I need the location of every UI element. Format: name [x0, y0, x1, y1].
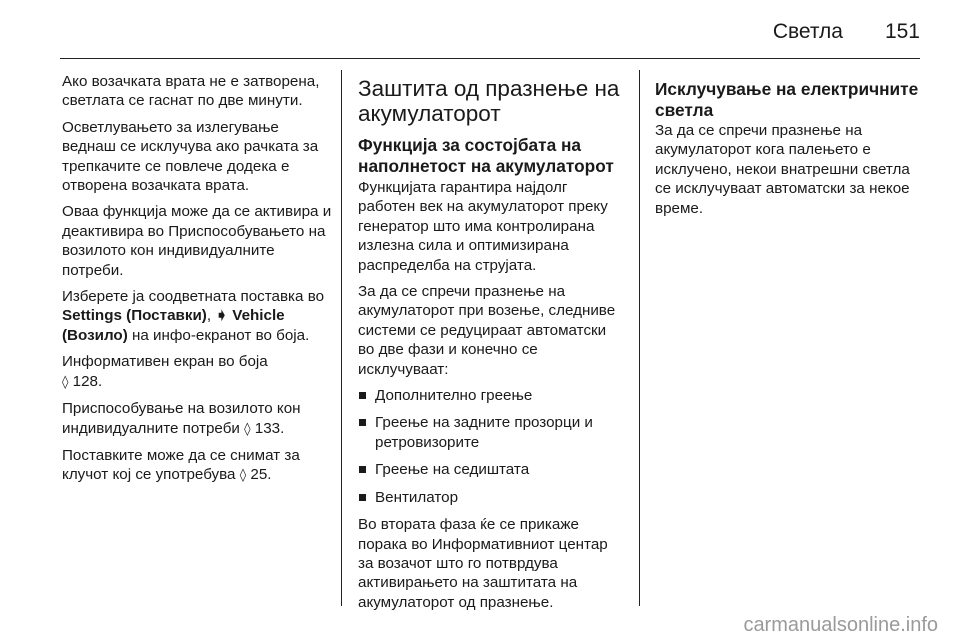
settings-menu-label: Settings (Поставки)	[62, 307, 207, 325]
list-item	[358, 386, 624, 405]
page-reference-icon: ◊	[239, 468, 247, 484]
reduced-systems-list	[358, 386, 624, 507]
page-reference-icon: ◊	[244, 421, 251, 437]
column-right	[655, 79, 925, 225]
bullet-square-icon	[359, 392, 366, 399]
column-divider-right	[639, 70, 640, 606]
reference-key-settings	[62, 446, 334, 486]
list-item	[358, 488, 624, 507]
section-heading-light-switch-off: Исклучување на електричните светла	[655, 79, 919, 120]
paragraph-exit-lighting: Осветлувањето за излегување веднаш се исклучува ако рачката за трепкачите се повлече додека е отворена возачката врата.	[62, 118, 319, 195]
paragraph-light-switch-off: За да се спречи празнење на акумулаторот кога палењето е исклучено, некои внатрешни светла се исклучуваат автоматски за некое време.	[655, 122, 910, 217]
reference-colour-info-display	[62, 352, 334, 392]
reference-text: Приспособување на возилото кон индивидуалните потреби	[62, 400, 301, 437]
list-item-text: Дополнително греење	[375, 387, 533, 405]
page-number: 151	[884, 20, 920, 43]
select-setting-suffix: на инфо-екранот во боја.	[127, 326, 310, 344]
bullet-square-icon	[359, 466, 366, 473]
paragraph-second-stage: Во втората фаза ќе се прикаже порака во Информативниот центар за возачот што го потврдува активирањето на заштитата на акумулаторот од празнење.	[358, 516, 608, 611]
reference-text: Поставките може да се снимат за клучот кој се употребува	[62, 446, 300, 484]
reference-page: 133.	[250, 419, 285, 437]
section-heading-battery-protection: Заштита од празнење на акумулаторот	[358, 76, 620, 126]
paragraph-function-description: Функцијата гарантира најдолг работен век на акумулаторот преку генератор што има контролирана излезна сила и оптимизирана распределба на струјата.	[358, 179, 608, 274]
header-rule	[60, 58, 920, 59]
vehicle-menu-label: Vehicle (Возило)	[62, 307, 285, 344]
list-item-text: Греење на задните прозорци и ретровизорите	[375, 414, 593, 451]
reference-vehicle-personalisation	[62, 399, 334, 439]
paragraph-activation: Оваа функција може да се активира и деактивира во Приспособувањето на возилото кон индивидуалните потреби.	[62, 203, 332, 279]
select-setting-text: Изберете ја соодветната поставка во	[62, 288, 325, 306]
paragraph-select-setting	[62, 287, 334, 345]
watermark: carmanualsonline.info	[743, 614, 938, 636]
page-reference-icon: ◊	[62, 374, 69, 390]
list-item-text: Греење на седиштата	[375, 461, 530, 479]
list-item	[358, 460, 624, 479]
menu-arrow-icon: ➧	[215, 307, 229, 325]
menu-separator: ,	[206, 307, 216, 325]
column-middle	[358, 76, 624, 619]
paragraph-door-open: Ако возачката врата не е затворена, светлата се гаснат по две минути.	[62, 73, 320, 110]
bullet-square-icon	[359, 494, 366, 501]
column-left	[62, 72, 334, 493]
list-item	[358, 413, 624, 452]
reference-page: 25.	[246, 466, 272, 484]
reference-text: Информативен екран во боја	[62, 353, 268, 371]
list-item-text: Вентилатор	[375, 488, 459, 506]
column-divider-left	[341, 70, 342, 606]
reference-page: 128.	[68, 372, 103, 390]
running-title: Светла	[772, 20, 843, 43]
bullet-square-icon	[359, 419, 366, 426]
paragraph-reduced-systems: За да се спречи празнење на акумулаторот при возење, следниве системи се редуцираат автоматски во две фази и конечно се исклучуваат:	[358, 283, 616, 378]
subsection-heading-charge-state: Функција за состојбата на наполнетост на акумулаторот	[358, 135, 614, 176]
page-header	[0, 0, 960, 62]
